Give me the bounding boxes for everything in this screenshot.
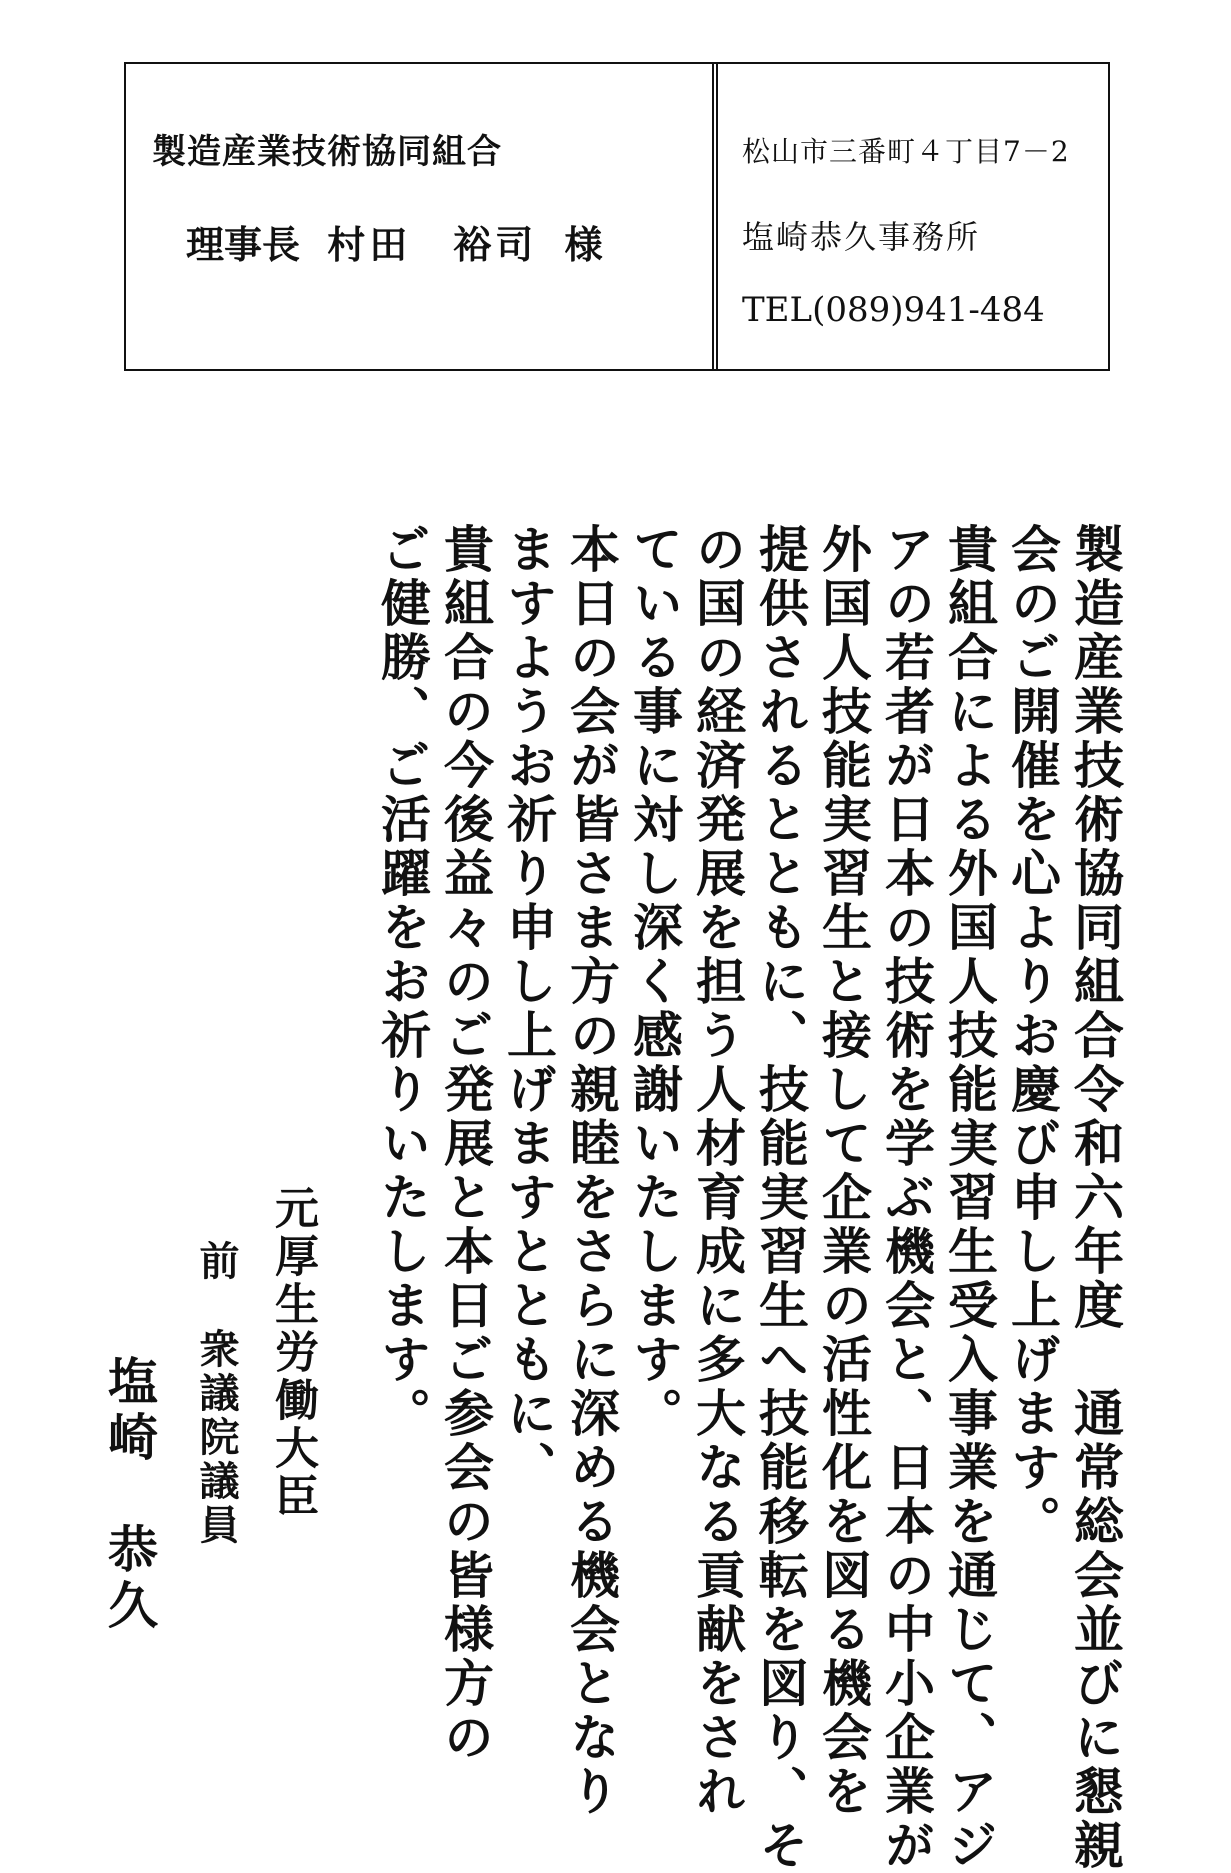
recipient-organization: 製造産業技術協同組合 (152, 132, 502, 172)
body-line: ご健勝、ご活躍をお祈りいたします。 (373, 523, 432, 1441)
recipient-name: 村田 裕司 (327, 222, 538, 267)
recipient-line (186, 214, 603, 269)
body-line: ている事に対し深く感謝いたします。 (625, 523, 684, 1441)
body-line: アの若者が日本の技術を学ぶ機会と、日本の中小企業が (877, 523, 936, 1873)
signature-name: 塩崎 恭久 (100, 1355, 159, 1635)
body-line: 提供されるとともに、技能実習生へ技能移転を図り、そ (751, 523, 810, 1873)
body-line: 製造産業技術協同組合令和六年度 通常総会並びに懇親 (1066, 523, 1125, 1873)
body-line: ますようお祈り申し上げますとともに、 (499, 523, 558, 1495)
body-line: 貴組合の今後益々のご発展と本日ご参会の皆様方の (436, 523, 495, 1765)
recipient-honorific: 様 (564, 222, 603, 267)
body-line: の国の経済発展を担う人材育成に多大なる貢献をされ (688, 523, 747, 1819)
signature-former-title-2: 前 衆議院議員 (193, 1240, 240, 1548)
sender-tel: TEL(089)941-484 (742, 290, 1045, 330)
body-line: 会のご開催を心よりお慶び申し上げます。 (1003, 523, 1062, 1549)
body-line: 貴組合による外国人技能実習生受入事業を通じて、アジ (940, 523, 999, 1873)
body-line: 本日の会が皆さま方の親睦をさらに深める機会となり (562, 523, 621, 1819)
sender-address: 松山市三番町４丁目7－2 (742, 135, 1070, 168)
sender-office: 塩崎恭久事務所 (742, 218, 981, 256)
signature-former-title-1: 元厚生労働大臣 (267, 1185, 318, 1521)
body-line: 外国人技能実習生と接して企業の活性化を図る機会を (814, 523, 873, 1819)
address-header-box (124, 62, 1110, 371)
sender-panel (716, 64, 1108, 369)
recipient-panel (126, 64, 714, 369)
recipient-title: 理事長 (186, 222, 301, 267)
